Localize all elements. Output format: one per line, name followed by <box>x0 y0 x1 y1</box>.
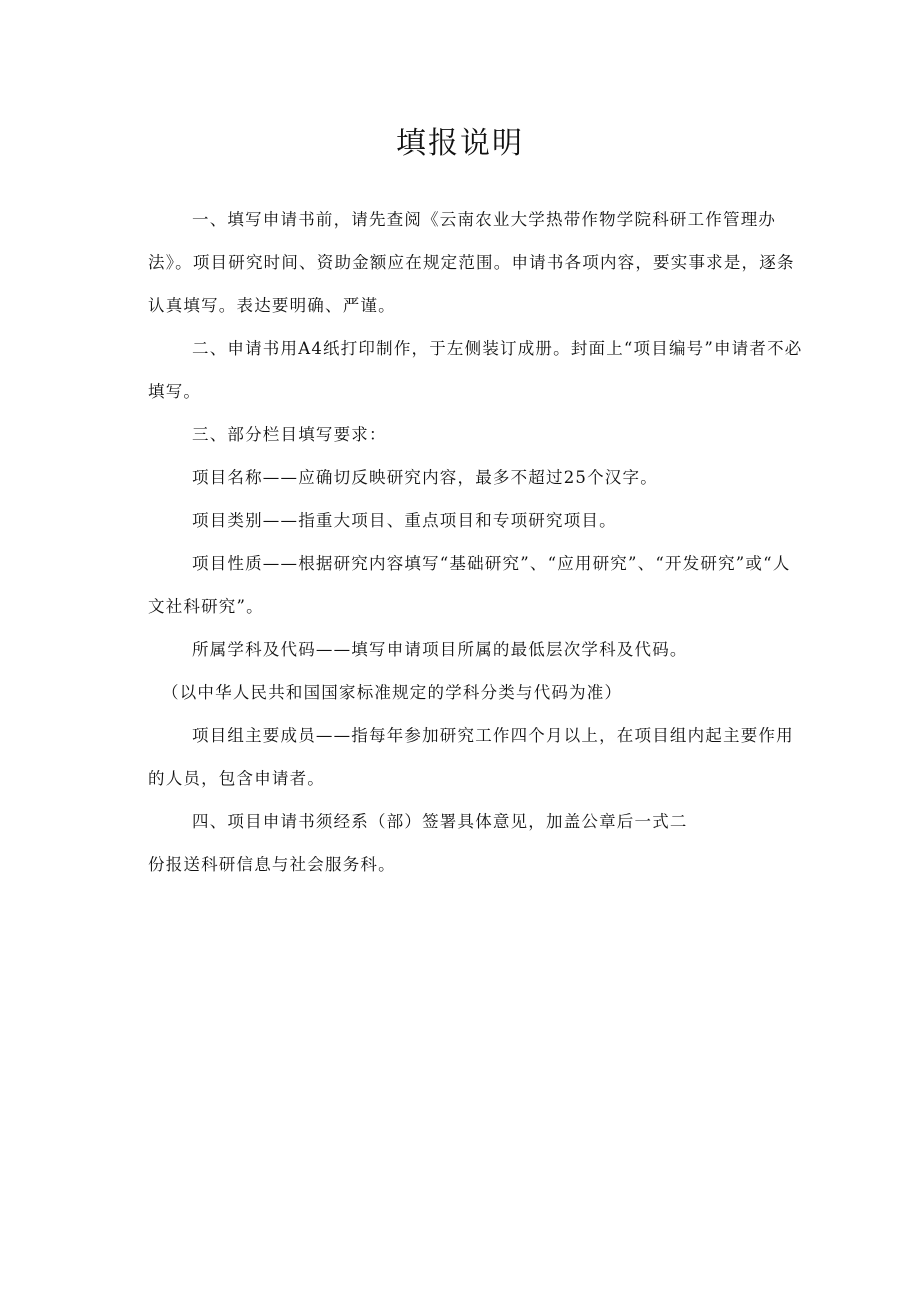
paragraph-team-members: 项目组主要成员——指每年参加研究工作四个月以上，在项目组内起主要作用的人员，包含申请者。 <box>148 726 794 788</box>
paragraph-project-category: 项目类别——指重大项目、重点项目和专项研究项目。 <box>192 511 617 530</box>
paragraph-4: 四、项目申请书须经系（部）签署具体意见，加盖公章后一式二 <box>192 812 688 831</box>
paragraph-3: 三、部分栏目填写要求： <box>192 425 387 444</box>
paragraph-4-continued: 份报送科研信息与社会服务科。 <box>148 855 396 874</box>
paragraph-standard-note: （以中华人民共和国国家标准规定的学科分类与代码为准） <box>162 683 623 702</box>
paragraph-project-nature: 项目性质——根据研究内容填写“基础研究”、“应用研究”、“开发研究”或“人文社科研究”。 <box>148 554 791 616</box>
paragraph-2: 二、申请书用A4纸打印制作，于左侧装订成册。封面上“项目编号”申请者不必填写。 <box>148 339 803 401</box>
page-title: 填报说明 <box>396 126 524 161</box>
paragraph-discipline-code: 所属学科及代码——填写申请项目所属的最低层次学科及代码。 <box>192 640 688 659</box>
instructions-body <box>148 198 806 886</box>
paragraph-project-name: 项目名称——应确切反映研究内容，最多不超过25个汉字。 <box>192 468 658 487</box>
paragraph-1: 一、填写申请书前，请先查阅《云南农业大学热带作物学院科研工作管理办法》。项目研究时间、资助金额应在规定范围。申请书各项内容，要实事求是，逐条认真填写。表达要明确、严谨。 <box>148 210 795 315</box>
